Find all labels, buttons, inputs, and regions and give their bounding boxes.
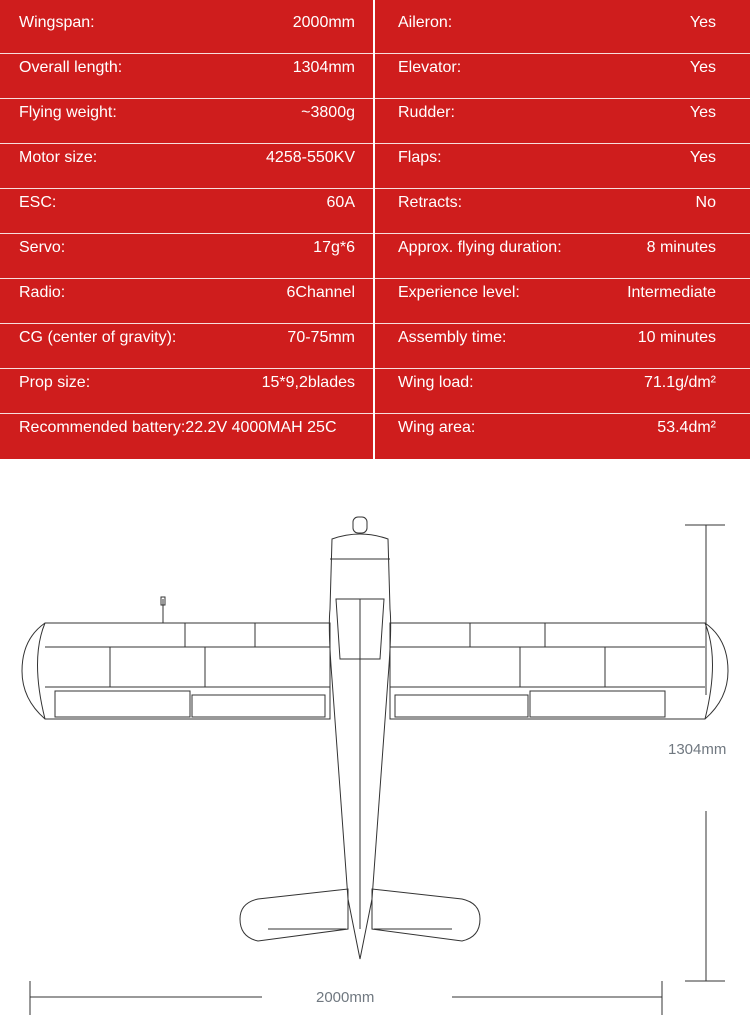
spec-value: No — [695, 194, 716, 211]
left-aileron — [55, 691, 190, 717]
spec-right-row — [398, 1, 716, 45]
spec-label: ESC: — [19, 194, 57, 211]
row-divider — [0, 143, 750, 144]
spec-label: Aileron: — [398, 14, 453, 31]
row-divider — [0, 368, 750, 369]
spec-label: Elevator: — [398, 59, 462, 76]
spec-label: Retracts: — [398, 194, 463, 211]
right-aileron — [530, 691, 665, 717]
horizontal-stabilizer-right — [372, 889, 480, 941]
spec-value: Yes — [689, 59, 716, 76]
airplane-drawing — [0, 459, 750, 1029]
horizontal-stabilizer — [240, 889, 348, 941]
spec-label: Servo: — [19, 239, 66, 256]
row-divider — [0, 278, 750, 279]
spec-value: 6Channel — [286, 284, 355, 301]
spec-label: Rudder: — [398, 104, 455, 121]
spec-value: Yes — [689, 14, 716, 31]
spec-label: Assembly time: — [398, 329, 507, 346]
spec-label: Flaps: — [398, 149, 442, 166]
spec-value: 2000mm — [292, 14, 355, 31]
row-divider — [0, 233, 750, 234]
main-wing-outline — [22, 623, 330, 719]
spec-value: 10 minutes — [637, 329, 716, 346]
spec-value: 1304mm — [292, 59, 355, 76]
spec-table — [0, 0, 750, 459]
row-divider — [0, 188, 750, 189]
row-divider — [0, 323, 750, 324]
spec-label: Motor size: — [19, 149, 98, 166]
spec-left-row — [19, 1, 355, 45]
left-flap — [192, 695, 325, 717]
spec-value: 15*9,2blades — [261, 374, 355, 391]
spec-value: 4258-550KV — [266, 149, 355, 166]
spec-label: Wing area: — [398, 419, 476, 436]
row-divider — [0, 53, 750, 54]
row-divider — [0, 413, 750, 414]
length-dimension-label: 1304mm — [668, 741, 727, 758]
spec-label: Experience level: — [398, 284, 520, 301]
spec-value: 17g*6 — [313, 239, 355, 256]
span-dimension-label: 2000mm — [316, 989, 375, 1006]
spec-label: Overall length: — [19, 59, 123, 76]
spec-value: 53.4dm² — [657, 419, 716, 436]
spec-label: Radio: — [19, 284, 66, 301]
spec-label: Prop size: — [19, 374, 91, 391]
spec-value: 8 minutes — [646, 239, 716, 256]
spec-label: Wing load: — [398, 374, 474, 391]
spec-label: Approx. flying duration: — [398, 239, 562, 256]
spec-value: 71.1g/dm² — [643, 374, 716, 391]
airplane-top-view-diagram — [0, 459, 750, 1029]
spec-label: Flying weight: — [19, 104, 117, 121]
spec-label: CG (center of gravity): — [19, 329, 177, 346]
main-wing-outline-right — [390, 623, 728, 719]
spec-value: Yes — [689, 149, 716, 166]
spec-value: Intermediate — [627, 284, 716, 301]
spec-value: Yes — [689, 104, 716, 121]
column-divider — [373, 0, 375, 459]
spec-value: 60A — [326, 194, 355, 211]
spec-value: 70-75mm — [287, 329, 355, 346]
spec-label: Wingspan: — [19, 14, 95, 31]
spec-label: Recommended battery:22.2V 4000MAH 25C — [19, 419, 337, 436]
spec-value: ~3800g — [301, 104, 355, 121]
row-divider — [0, 98, 750, 99]
right-flap — [395, 695, 528, 717]
